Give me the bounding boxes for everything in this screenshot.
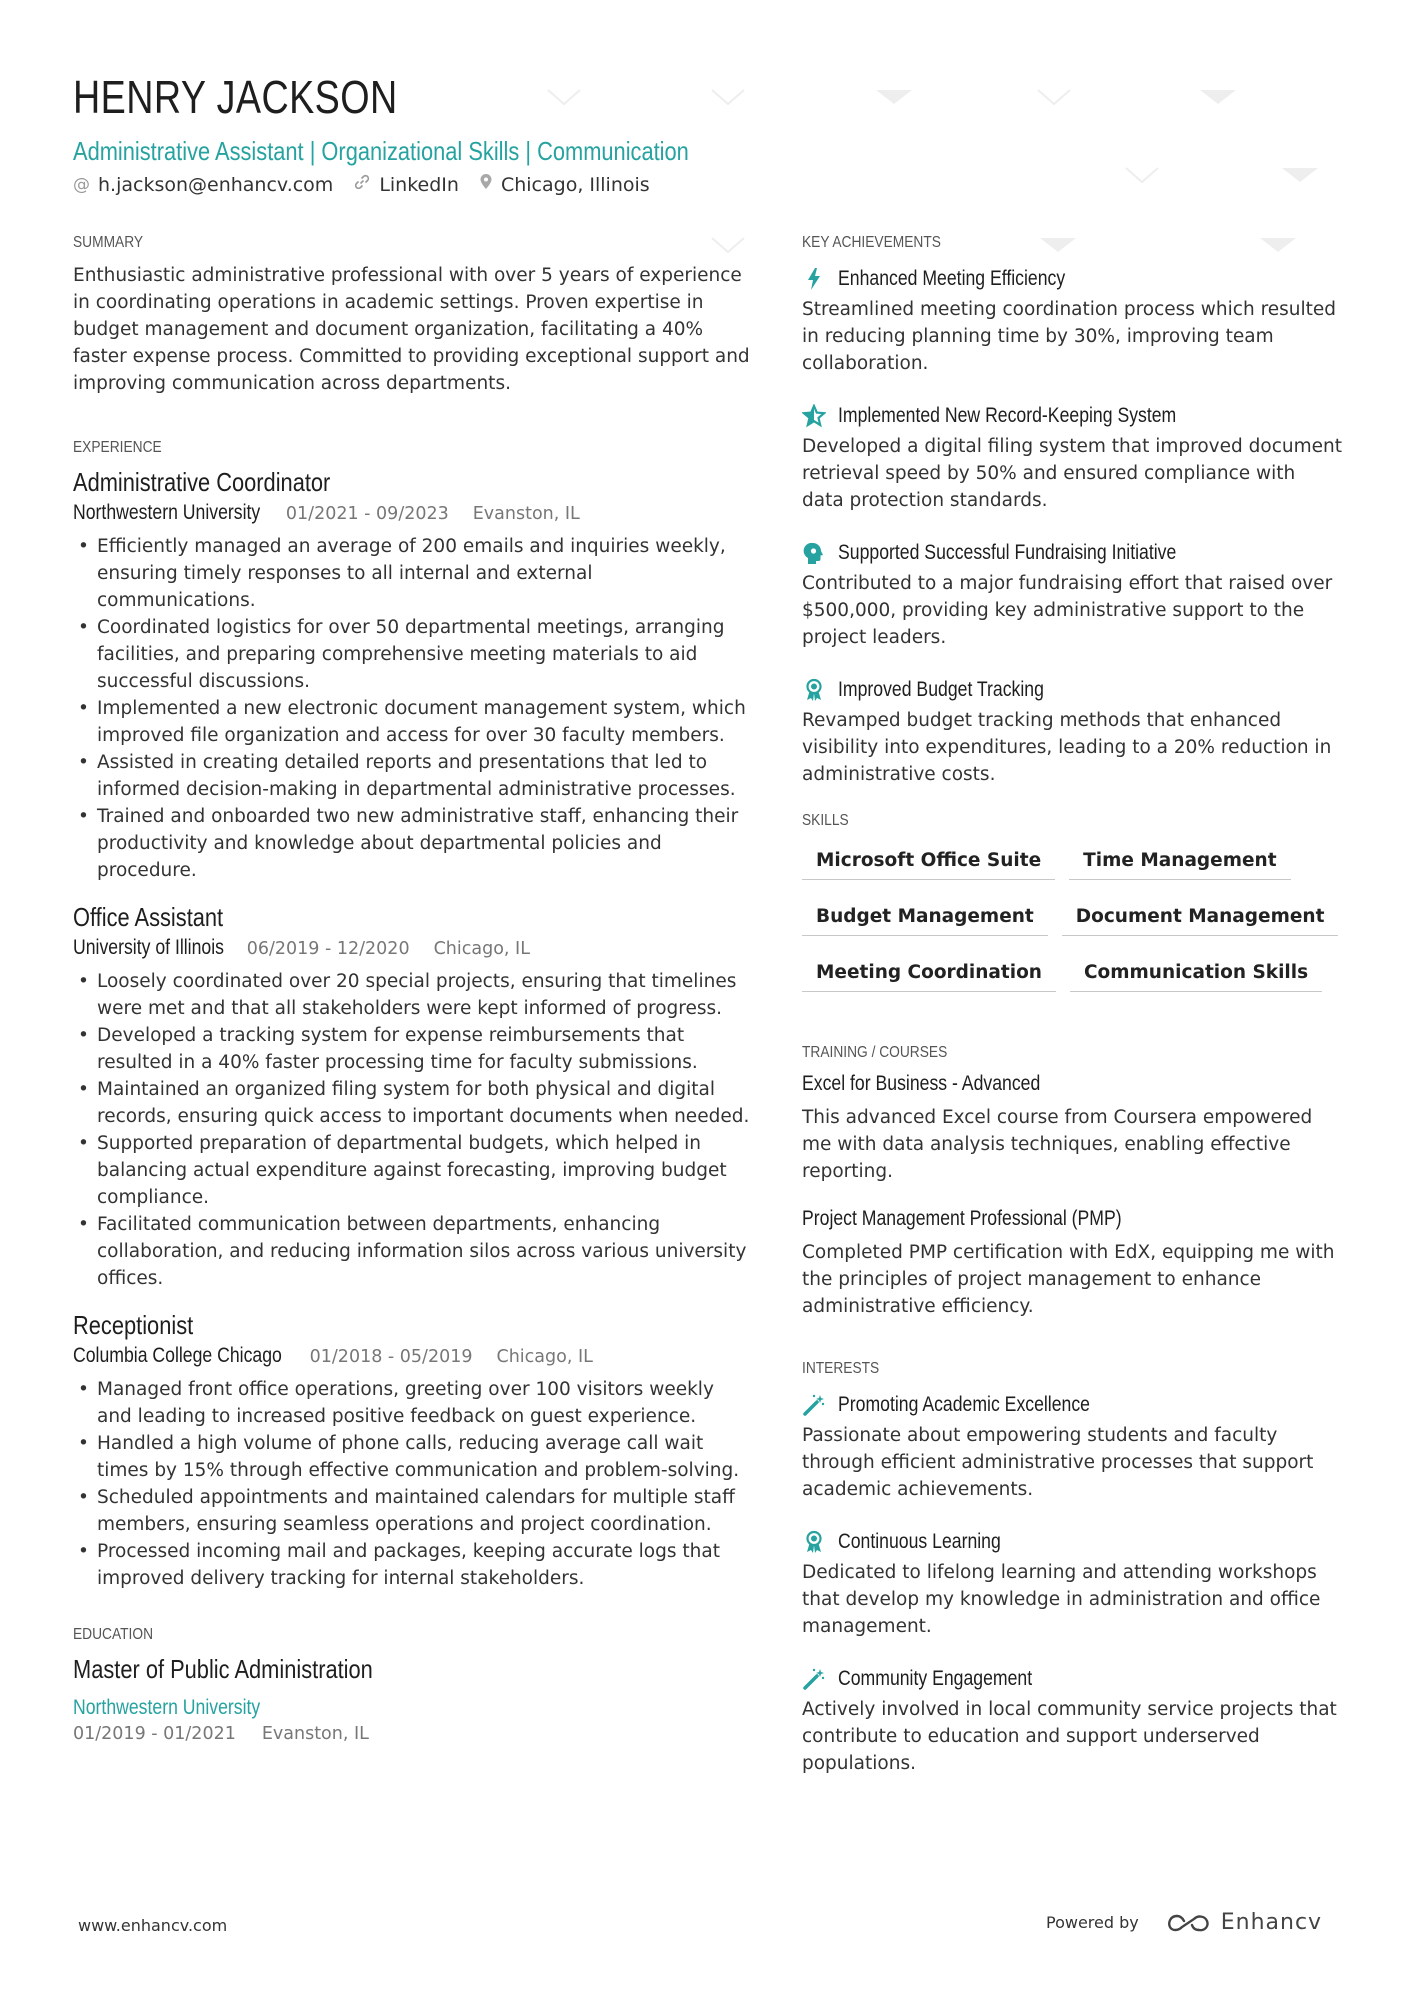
summary-text: Enthusiastic administrative professional with over 5 years of experience in coordinating operations in academic settings. Proven expertise in budget management and document organization, facilitating a 40% faster expense process. Committed to providing exceptional support and improving communication across departments. <box>73 265 750 394</box>
linkedin-text: LinkedIn <box>379 173 459 196</box>
job-company: Columbia College Chicago <box>73 1344 282 1367</box>
edu-dates: 01/2019 - 01/2021 <box>73 1724 236 1744</box>
edu-meta <box>73 1724 753 1744</box>
achievement-text: Revamped budget tracking methods that enhanced visibility into expenditures, leading to a 20% reduction in administrative costs. <box>802 710 1332 785</box>
job-title: Receptionist <box>73 1310 194 1340</box>
achievement-item <box>802 673 1342 788</box>
achievement-title: Implemented New Record-Keeping System <box>838 404 1177 427</box>
job-title: Office Assistant <box>73 902 224 932</box>
job-dates: 06/2019 - 12/2020 <box>246 939 410 959</box>
experience-title: EXPERIENCE <box>73 439 162 456</box>
skill-tag: Budget Management <box>802 896 1048 936</box>
footer-website[interactable]: www.enhancv.com <box>78 1916 228 1935</box>
job-bullets <box>73 1376 753 1592</box>
skill-tag: Microsoft Office Suite <box>802 840 1055 880</box>
skills-list <box>802 840 1342 1008</box>
bullet-item: • Handled a high volume of phone calls, reducing average call wait times by 15% through effective communication and problem-solving. <box>73 1430 753 1484</box>
bullet-item: • Facilitated communication between departments, enhancing collaboration, and reducing information silos across various university offices. <box>73 1211 753 1292</box>
skill-tag: Meeting Coordination <box>802 952 1056 992</box>
edu-location: Evanston, IL <box>261 1724 369 1744</box>
interest-title: Continuous Learning <box>838 1530 1001 1553</box>
interests-section <box>802 1360 1342 1777</box>
skill-tag: Document Management <box>1062 896 1339 936</box>
training-title: TRAINING / COURSES <box>802 1044 948 1061</box>
job-meta <box>73 501 753 531</box>
course-item <box>802 1072 1342 1185</box>
enhancv-logo-icon <box>1165 1911 1211 1935</box>
bullet-item: • Processed incoming mail and packages, keeping accurate logs that improved delivery tracking for internal stakeholders. <box>73 1538 753 1592</box>
job-company: Northwestern University <box>73 501 261 524</box>
brand-logo[interactable] <box>1165 1910 1322 1935</box>
achievement-text: Streamlined meeting coordination process which resulted in reducing planning time by 30%, improving team collaboration. <box>802 299 1337 374</box>
location-text: Chicago, Illinois <box>500 173 650 196</box>
location-pin-icon <box>479 173 493 196</box>
candidate-name: HENRY JACKSON <box>73 71 398 123</box>
job-meta <box>73 936 753 966</box>
star-icon <box>802 403 826 429</box>
job-location: Evanston, IL <box>472 504 580 524</box>
bullet-item: • Loosely coordinated over 20 special projects, ensuring that timelines were met and that all stakeholders were kept informed of progress. <box>73 968 753 1022</box>
course-text: This advanced Excel course from Coursera empowered me with data analysis techniques, enabling effective reporting. <box>802 1107 1313 1182</box>
lightning-icon <box>802 266 826 292</box>
achievements-section <box>802 234 1342 788</box>
job-company: University of Illinois <box>73 936 224 959</box>
at-icon: @ <box>73 174 90 195</box>
job-title: Administrative Coordinator <box>73 467 331 497</box>
head-icon <box>802 540 826 566</box>
brand-name: Enhancv <box>1220 1910 1323 1935</box>
course-item <box>802 1207 1342 1320</box>
email-text: h.jackson@enhancv.com <box>98 173 334 196</box>
bullet-item: • Scheduled appointments and maintained calendars for multiple staff members, ensuring seamless operations and project coordination. <box>73 1484 753 1538</box>
job-dates: 01/2018 - 05/2019 <box>309 1347 473 1367</box>
achievement-title: Enhanced Meeting Efficiency <box>838 267 1066 290</box>
bullet-item: • Managed front office operations, greeting over 100 visitors weekly and leading to increased positive feedback on guest experience. <box>73 1376 753 1430</box>
job-entry <box>73 902 753 1292</box>
contact-bar <box>73 173 650 196</box>
medal-icon <box>802 1529 826 1555</box>
job-bullets <box>73 533 753 884</box>
education-title: EDUCATION <box>73 1626 154 1643</box>
skills-title: SKILLS <box>802 812 849 829</box>
interest-title: Promoting Academic Excellence <box>838 1393 1090 1416</box>
magic-wand-icon <box>802 1392 826 1418</box>
edu-school: Northwestern University <box>73 1696 261 1719</box>
achievement-text: Developed a digital filing system that improved document retrieval speed by 50% and ensured compliance with data protection standards. <box>802 436 1342 511</box>
training-section <box>802 1044 1342 1320</box>
course-title: Excel for Business - Advanced <box>802 1072 1041 1095</box>
interests-title: INTERESTS <box>802 1360 880 1377</box>
contact-linkedin[interactable] <box>353 173 459 196</box>
job-location: Chicago, IL <box>496 1347 593 1367</box>
headline: Administrative Assistant | Organizational Skills | Communication <box>73 136 689 166</box>
magic-wand-icon <box>802 1666 826 1692</box>
link-icon <box>353 173 371 196</box>
right-column <box>802 234 1342 1799</box>
contact-location <box>479 173 650 196</box>
edu-degree: Master of Public Administration <box>73 1654 373 1684</box>
achievement-title: Improved Budget Tracking <box>838 678 1044 701</box>
achievement-item <box>802 536 1342 651</box>
bullet-item: • Developed a tracking system for expense reimbursements that resulted in a 40% faster processing time for faculty submissions. <box>73 1022 753 1076</box>
achievements-title: KEY ACHIEVEMENTS <box>802 234 941 251</box>
skill-tag: Time Management <box>1069 840 1290 880</box>
course-title: Project Management Professional (PMP) <box>802 1207 1122 1230</box>
achievement-text: Contributed to a major fundraising effort that raised over $500,000, providing key administrative support to the project leaders. <box>802 573 1333 648</box>
summary-section <box>73 234 753 397</box>
job-location: Chicago, IL <box>433 939 530 959</box>
experience-section <box>73 439 753 1592</box>
bullet-item: • Implemented a new electronic document management system, which improved file organization and access for over 30 faculty members. <box>73 695 753 749</box>
job-bullets <box>73 968 753 1292</box>
interest-item <box>802 1662 1342 1777</box>
bullet-item: • Supported preparation of departmental budgets, which helped in balancing actual expenditure against forecasting, improving budget compliance. <box>73 1130 753 1211</box>
job-meta <box>73 1344 753 1374</box>
achievement-item <box>802 262 1342 377</box>
contact-email[interactable] <box>73 174 333 196</box>
footer-branding <box>1046 1910 1322 1935</box>
job-entry <box>73 1310 753 1592</box>
skill-tag: Communication Skills <box>1070 952 1322 992</box>
interest-title: Community Engagement <box>838 1667 1033 1690</box>
course-text: Completed PMP certification with EdX, equipping me with the principles of project management to enhance administrative efficiency. <box>802 1242 1335 1317</box>
summary-title: SUMMARY <box>73 234 144 251</box>
bullet-item: • Coordinated logistics for over 50 departmental meetings, arranging facilities, and preparing comprehensive meeting materials to aid successful discussions. <box>73 614 753 695</box>
job-entry <box>73 467 753 884</box>
achievement-item <box>802 399 1342 514</box>
bullet-item: • Assisted in creating detailed reports and presentations that led to informed decision-making in departmental administrative processes. <box>73 749 753 803</box>
skills-section <box>802 812 1342 1008</box>
interest-text: Passionate about empowering students and faculty through efficient administrative processes that support academic achievements. <box>802 1425 1314 1500</box>
interest-text: Dedicated to lifelong learning and attending workshops that develop my knowledge in administration and office management. <box>802 1562 1321 1637</box>
bullet-item: • Efficiently managed an average of 200 emails and inquiries weekly, ensuring timely responses to all internal and external communications. <box>73 533 753 614</box>
interest-item <box>802 1525 1342 1640</box>
achievement-title: Supported Successful Fundraising Initiative <box>838 541 1177 564</box>
interest-item <box>802 1388 1342 1503</box>
bullet-item: • Trained and onboarded two new administrative staff, enhancing their productivity and knowledge about departmental policies and procedure. <box>73 803 753 884</box>
education-section <box>73 1626 753 1744</box>
left-column <box>73 234 753 1744</box>
bullet-item: • Maintained an organized filing system for both physical and digital records, ensuring quick access to important documents when needed. <box>73 1076 753 1130</box>
job-dates: 01/2021 - 09/2023 <box>285 504 449 524</box>
powered-by-label: Powered by <box>1046 1913 1139 1932</box>
interest-text: Actively involved in local community service projects that contribute to education and support underserved populations. <box>802 1699 1337 1774</box>
medal-icon <box>802 677 826 703</box>
